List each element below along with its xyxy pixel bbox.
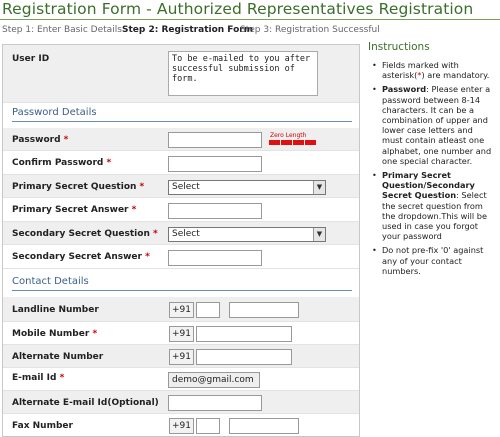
primary-question-row	[3, 175, 359, 198]
alternate-email-label: Alternate E-mail Id(Optional)	[12, 398, 159, 408]
strength-bar-4	[305, 140, 316, 145]
primary-question-value: Select	[172, 182, 200, 192]
chevron-down-icon[interactable]: ▼	[313, 228, 325, 241]
instructions-list	[370, 60, 496, 280]
fax-label: Fax Number	[12, 421, 73, 431]
alternate-email-row	[3, 391, 359, 414]
strength-bar-2	[281, 140, 292, 145]
required-mark: *	[106, 158, 112, 168]
secondary-question-select[interactable]	[168, 227, 326, 242]
fax-number-input[interactable]	[229, 418, 299, 434]
chevron-down-icon[interactable]: ▼	[313, 181, 325, 194]
landline-country-code: +91	[169, 302, 194, 318]
confirm-password-label: Confirm Password *	[12, 158, 112, 168]
user-id-label: User ID	[12, 54, 50, 64]
step-2: Step 2: Registration Form	[122, 25, 254, 35]
primary-answer-input[interactable]	[168, 203, 262, 219]
step-1: Step 1: Enter Basic Details	[2, 25, 122, 35]
primary-answer-label: Primary Secret Answer *	[12, 205, 137, 215]
password-section-heading: Password Details	[12, 107, 97, 118]
mobile-label: Mobile Number *	[12, 329, 98, 339]
landline-label: Landline Number	[12, 305, 99, 315]
confirm-password-input[interactable]	[168, 156, 262, 172]
email-row	[3, 368, 359, 391]
primary-question-select[interactable]	[168, 180, 326, 195]
user-id-textarea[interactable]: To be e-mailed to you after successful submission of form.	[168, 51, 318, 96]
secondary-answer-label: Secondary Secret Answer *	[12, 252, 150, 262]
secondary-answer-input[interactable]	[168, 250, 262, 266]
password-label: Password *	[12, 135, 69, 145]
mobile-number-input[interactable]	[196, 326, 292, 342]
primary-question-label: Primary Secret Question *	[12, 182, 145, 192]
secondary-question-row	[3, 222, 359, 245]
required-mark: *	[153, 229, 158, 239]
email-input[interactable]	[168, 372, 260, 388]
alternate-email-input[interactable]	[168, 395, 262, 411]
required-mark: *	[139, 182, 145, 192]
required-mark: *	[63, 135, 69, 145]
alternate-number-input[interactable]	[196, 349, 292, 365]
fax-country-code: +91	[169, 418, 194, 434]
fax-std-input[interactable]	[196, 418, 220, 434]
password-strength-bars	[269, 140, 319, 145]
email-label: E-mail Id *	[12, 373, 65, 383]
page-title: Registration Form - Authorized Representatives Registration	[2, 0, 474, 18]
primary-answer-row	[3, 198, 359, 222]
step-3: Step 3: Registration Successful	[240, 25, 380, 35]
secondary-question-value: Select	[172, 229, 200, 239]
contact-section-rule	[12, 290, 352, 291]
alternate-number-row	[3, 345, 359, 368]
user-id-row	[3, 45, 359, 103]
instruction-item: • Primary Secret Question/Secondary Secret Question: Select the secret question from the dropdown.This will be used in case you forgot your password	[370, 170, 496, 241]
alternate-country-code: +91	[169, 349, 194, 365]
password-row	[3, 128, 359, 151]
password-strength-meter	[270, 132, 306, 139]
instruction-item: • Fields marked with asterisk(*) are mandatory.	[370, 60, 496, 80]
password-section-rule	[12, 121, 352, 122]
alternate-number-label: Alternate Number	[12, 352, 104, 362]
required-mark: *	[92, 329, 98, 339]
strength-bar-3	[293, 140, 304, 145]
instruction-item: • Do not pre-fix '0' against any of your contact numbers.	[370, 245, 496, 276]
secondary-question-label: Secondary Secret Question *	[12, 229, 158, 239]
title-divider	[0, 19, 500, 20]
secondary-answer-row	[3, 245, 359, 269]
landline-number-input[interactable]	[229, 302, 299, 318]
instructions-title: Instructions	[368, 41, 430, 53]
required-mark: *	[131, 205, 137, 215]
strength-bar-1	[269, 140, 280, 145]
password-input[interactable]	[168, 132, 262, 148]
instruction-item: • Password: Please enter a password between 8-14 characters. It can be a combination of upper and lower case letters and must contain atleast one alphabet, one number and one special character.	[370, 84, 496, 166]
password-strength-text: Zero Length	[270, 132, 307, 139]
fax-row	[3, 414, 359, 437]
contact-section-heading: Contact Details	[12, 276, 89, 287]
mobile-country-code: +91	[169, 326, 194, 342]
required-mark: *	[145, 252, 150, 262]
confirm-password-row	[3, 151, 359, 175]
landline-row	[3, 297, 359, 322]
landline-std-input[interactable]	[196, 302, 220, 318]
required-mark: *	[59, 373, 65, 383]
mobile-row	[3, 322, 359, 345]
registration-form	[2, 44, 360, 437]
